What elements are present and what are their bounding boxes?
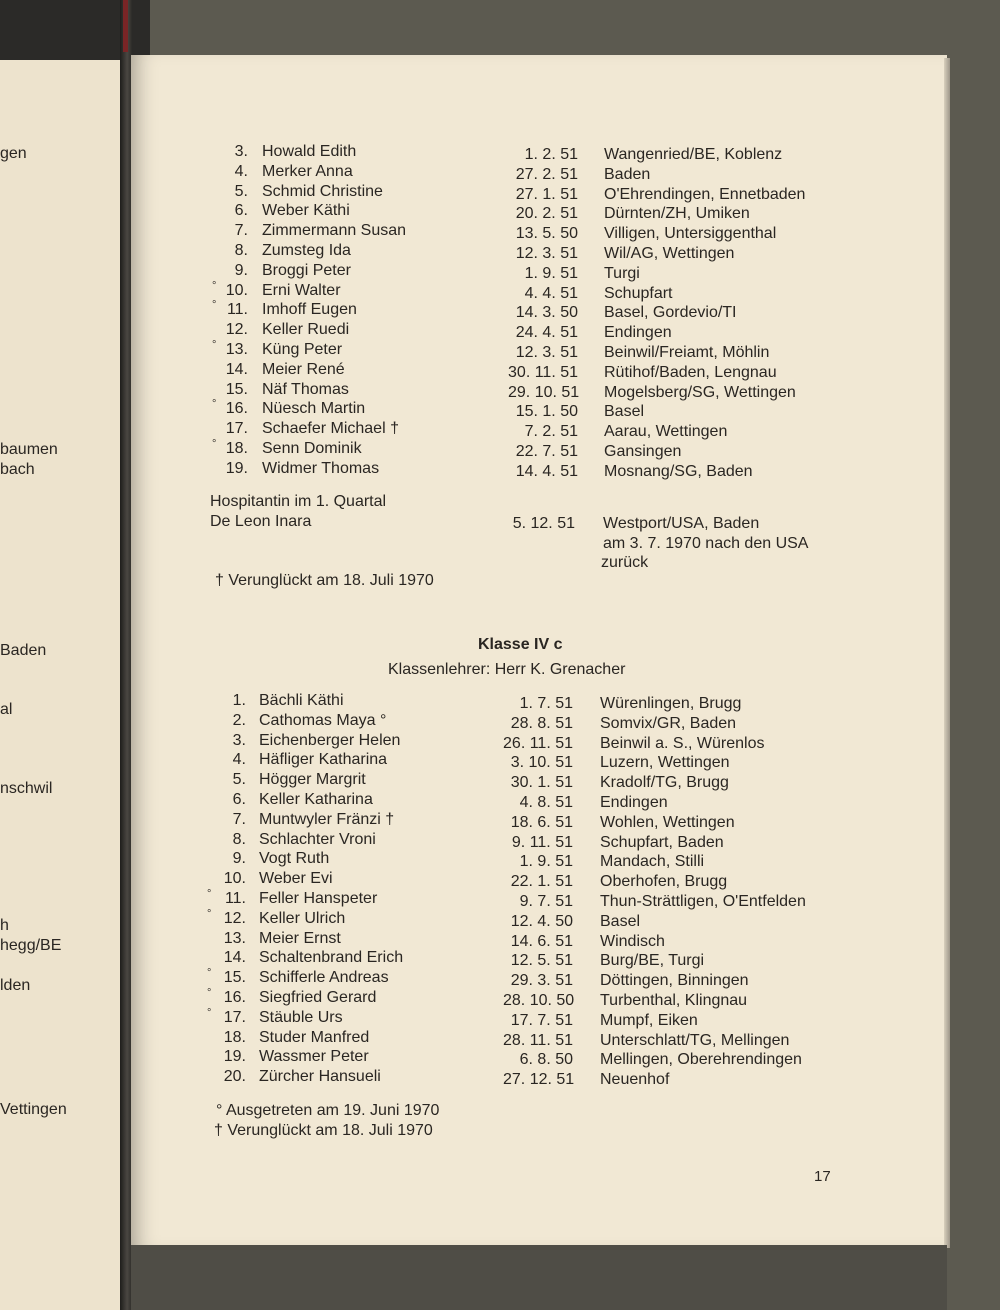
birth-date: 12. 5. 51: [510, 952, 573, 970]
hometown: Unterschlatt/TG, Mellingen: [600, 1031, 790, 1049]
hospitant-date: 5. 12. 51: [512, 515, 575, 532]
student-name: Keller Katharina: [259, 791, 373, 808]
withdrawn-marker: °: [212, 398, 217, 411]
left-page-fragment: al: [0, 701, 13, 718]
hometown: Schupfart, Baden: [600, 833, 724, 851]
hometown: Turbenthal, Klingnau: [600, 992, 748, 1009]
class-teacher: Klassenlehrer: Herr K. Grenacher: [388, 661, 626, 678]
hometown: Rütihof/Baden, Lengnau: [604, 363, 777, 381]
birth-date: 7. 2. 51: [524, 423, 578, 441]
student-name: Merker Anna: [262, 162, 353, 180]
student-name: Schaefer Michael †: [262, 420, 399, 438]
class-title: Klasse IV c: [478, 636, 563, 653]
row-number: 17.: [223, 1008, 246, 1026]
birth-date: 12. 3. 51: [515, 344, 578, 361]
hometown: Basel: [600, 912, 641, 930]
birth-date: 12. 3. 51: [515, 245, 578, 262]
student-name: Bächli Käthi: [259, 692, 344, 709]
withdrawn-marker: °: [207, 987, 212, 999]
page-number: 17: [814, 1168, 831, 1185]
birth-date: 17. 7. 51: [510, 1011, 573, 1029]
student-name: Keller Ruedi: [262, 321, 350, 339]
row-number: 12.: [223, 909, 246, 927]
row-number: 5.: [234, 182, 248, 200]
row-number: 7.: [234, 222, 248, 240]
hometown: Villigen, Untersiggenthal: [604, 225, 777, 243]
student-name: Högger Margrit: [259, 771, 366, 789]
row-number: 18.: [223, 1028, 246, 1046]
birth-date: 3. 10. 51: [510, 754, 573, 772]
hometown: Basel, Gordevio/TI: [604, 304, 737, 322]
left-page-fragment: nschwil: [0, 780, 53, 797]
birth-date: 18. 6. 51: [510, 813, 573, 831]
withdrawn-marker: °: [207, 1006, 212, 1019]
row-number: 15.: [223, 969, 246, 987]
row-number: 14.: [225, 360, 248, 378]
left-page-fragment: Baden: [0, 642, 47, 659]
footnote-dagger: † Verunglückt am 18. Juli 1970: [215, 572, 434, 589]
student-name: Schlachter Vroni: [259, 830, 376, 848]
birth-date: 14. 3. 50: [515, 304, 578, 322]
hospitant-place: zurück: [601, 554, 649, 571]
birth-date: 28. 11. 51: [503, 1031, 573, 1049]
withdrawn-marker: °: [212, 299, 217, 312]
hometown: Mellingen, Oberehrendingen: [600, 1051, 802, 1069]
hometown: O'Ehrendingen, Ennetbaden: [604, 185, 806, 203]
student-name: Wassmer Peter: [259, 1048, 369, 1066]
footnote-circle: ° Ausgetreten am 19. Juni 1970: [216, 1102, 440, 1119]
birth-date: 29. 3. 51: [510, 972, 573, 990]
hometown: Döttingen, Binningen: [600, 972, 749, 990]
hometown: Schupfart: [604, 284, 673, 302]
hometown: Würenlingen, Brugg: [600, 695, 742, 712]
hometown: Wil/AG, Wettingen: [604, 245, 735, 262]
student-name: Siegfried Gerard: [259, 989, 377, 1006]
row-number: 6.: [234, 202, 248, 220]
row-number: 2.: [232, 711, 246, 729]
hometown: Neuenhof: [600, 1071, 670, 1089]
row-number: 11.: [226, 301, 248, 319]
student-name: Zimmermann Susan: [262, 222, 407, 240]
left-page-fragment: Vettingen: [0, 1101, 67, 1118]
row-number: 16.: [225, 400, 248, 418]
birth-date: 9. 11. 51: [511, 833, 573, 851]
row-number: 3.: [232, 731, 246, 749]
bookmark-ribbon: [123, 0, 128, 52]
withdrawn-marker: °: [207, 888, 212, 900]
birth-date: 1. 7. 51: [519, 695, 573, 712]
birth-date: 4. 4. 51: [524, 284, 578, 302]
student-name: Schmid Christine: [262, 182, 383, 200]
hometown: Windisch: [600, 932, 665, 950]
birth-date: 20. 2. 51: [515, 205, 578, 223]
withdrawn-marker: °: [212, 279, 217, 292]
student-name: Howald Edith: [262, 143, 357, 160]
hometown: Basel: [604, 403, 645, 421]
student-name: Meier Ernst: [259, 929, 341, 947]
birth-date: 28. 8. 51: [510, 714, 573, 732]
student-name: Broggi Peter: [262, 261, 351, 279]
row-number: 5.: [232, 771, 246, 789]
scan-bottom-background: [131, 1245, 947, 1310]
student-name: Keller Ulrich: [259, 909, 346, 927]
hospitant-place: Westport/USA, Baden: [603, 515, 760, 532]
row-number: 18.: [225, 440, 248, 457]
birth-date: 14. 4. 51: [515, 462, 578, 480]
birth-date: 15. 1. 50: [515, 403, 578, 421]
student-name: Vogt Ruth: [259, 850, 330, 868]
left-page-fragment: hegg/BE: [0, 937, 62, 954]
student-name: Cathomas Maya °: [259, 711, 387, 729]
row-number: 10.: [223, 870, 246, 888]
student-name: Muntwyler Fränzi †: [259, 810, 395, 828]
student-name: Widmer Thomas: [262, 459, 380, 477]
row-number: 9.: [234, 261, 248, 279]
student-name: Weber Evi: [259, 870, 333, 888]
birth-date: 27. 2. 51: [515, 165, 578, 183]
birth-date: 30. 11. 51: [508, 363, 578, 381]
birth-date: 13. 5. 50: [515, 225, 578, 243]
hometown: Kradolf/TG, Brugg: [600, 774, 729, 792]
left-page: [0, 55, 128, 1310]
left-page-fragment: lden: [0, 977, 31, 994]
row-number: 4.: [234, 162, 248, 180]
student-name: Zürcher Hansueli: [259, 1068, 381, 1086]
hometown: Dürnten/ZH, Umiken: [604, 205, 750, 223]
student-name: Weber Käthi: [262, 202, 350, 220]
row-number: 19.: [225, 459, 248, 477]
row-number: 14.: [223, 949, 246, 967]
birth-date: 14. 6. 51: [510, 932, 573, 950]
hometown: Wohlen, Wettingen: [600, 813, 735, 831]
withdrawn-marker: °: [207, 907, 212, 920]
student-name: Nüesch Martin: [262, 400, 366, 418]
hospitant-name: De Leon Inara: [210, 513, 312, 530]
student-name: Erni Walter: [262, 281, 341, 299]
birth-date: 26. 11. 51: [503, 734, 573, 752]
hometown: Wangenried/BE, Koblenz: [604, 146, 783, 163]
student-name: Schaltenbrand Erich: [259, 949, 404, 967]
row-number: 19.: [223, 1048, 246, 1066]
hometown: Burg/BE, Turgi: [600, 952, 705, 970]
hometown: Endingen: [604, 324, 672, 342]
birth-date: 1. 9. 51: [519, 853, 573, 871]
birth-date: 22. 1. 51: [510, 873, 573, 891]
hometown: Mumpf, Eiken: [600, 1011, 698, 1029]
hometown: Endingen: [600, 794, 668, 811]
birth-date: 24. 4. 51: [515, 324, 578, 342]
left-page-fragment: h: [0, 917, 9, 934]
birth-date: 30. 1. 51: [510, 774, 573, 792]
row-number: 6.: [232, 791, 246, 808]
withdrawn-marker: °: [207, 967, 212, 980]
student-name: Näf Thomas: [262, 380, 349, 398]
student-name: Stäuble Urs: [259, 1008, 343, 1026]
row-number: 1.: [232, 692, 246, 709]
row-number: 16.: [223, 989, 246, 1006]
footnote-dagger: † Verunglückt am 18. Juli 1970: [214, 1122, 433, 1139]
row-number: 8.: [234, 242, 248, 259]
hometown: Beinwil a. S., Würenlos: [600, 734, 765, 752]
birth-date: 27. 12. 51: [503, 1071, 575, 1089]
student-name: Zumsteg Ida: [262, 242, 351, 259]
student-name: Eichenberger Helen: [259, 731, 401, 749]
birth-date: 1. 9. 51: [524, 264, 578, 282]
hometown: Luzern, Wettingen: [600, 754, 730, 772]
withdrawn-marker: °: [212, 339, 217, 351]
hometown: Mandach, Stilli: [600, 853, 705, 871]
student-name: Studer Manfred: [259, 1028, 370, 1046]
student-name: Imhoff Eugen: [262, 301, 357, 319]
left-page-fragment: bach: [0, 461, 35, 478]
birth-date: 29. 10. 51: [508, 383, 580, 401]
birth-date: 6. 8. 50: [519, 1051, 573, 1069]
student-name: Küng Peter: [262, 341, 343, 358]
withdrawn-marker: °: [212, 438, 217, 450]
row-number: 3.: [234, 143, 248, 160]
birth-date: 4. 8. 51: [519, 794, 573, 811]
student-name: Schifferle Andreas: [259, 969, 389, 987]
hometown: Somvix/GR, Baden: [600, 714, 737, 732]
birth-date: 1. 2. 51: [524, 146, 578, 163]
student-name: Feller Hanspeter: [259, 890, 378, 907]
row-number: 12.: [225, 321, 248, 339]
student-name: Meier René: [262, 360, 345, 378]
birth-date: 9. 7. 51: [519, 893, 573, 910]
hometown: Beinwil/Freiamt, Möhlin: [604, 344, 770, 361]
row-number: 10.: [225, 281, 248, 299]
row-number: 8.: [232, 830, 246, 848]
student-name: Häfliger Katharina: [259, 751, 388, 769]
row-number: 17.: [225, 420, 248, 438]
hometown: Gansingen: [604, 443, 682, 460]
row-number: 7.: [232, 810, 246, 828]
student-name: Senn Dominik: [262, 440, 362, 457]
row-number: 4.: [232, 751, 246, 769]
row-number: 11.: [224, 890, 246, 907]
birth-date: 12. 4. 50: [510, 912, 573, 930]
row-number: 20.: [223, 1068, 246, 1086]
birth-date: 28. 10. 50: [503, 992, 575, 1009]
hometown: Baden: [604, 165, 651, 183]
row-number: 9.: [232, 850, 246, 868]
hospitant-place: am 3. 7. 1970 nach den USA: [603, 535, 809, 552]
hospitant-label: Hospitantin im 1. Quartal: [210, 493, 387, 510]
hometown: Mosnang/SG, Baden: [604, 462, 753, 480]
birth-date: 22. 7. 51: [515, 443, 578, 460]
birth-date: 27. 1. 51: [515, 185, 578, 203]
hometown: Thun-Strättligen, O'Entfelden: [600, 893, 806, 910]
hometown: Aarau, Wettingen: [604, 423, 728, 441]
hometown: Turgi: [604, 264, 640, 282]
row-number: 13.: [223, 929, 246, 947]
page-edge: [944, 58, 950, 1248]
hometown: Oberhofen, Brugg: [600, 873, 728, 891]
row-number: 15.: [225, 380, 248, 398]
left-page-fragment: gen: [0, 145, 27, 162]
left-page-fragment: baumen: [0, 441, 58, 458]
row-number: 13.: [225, 341, 248, 358]
hometown: Mogelsberg/SG, Wettingen: [604, 383, 796, 401]
